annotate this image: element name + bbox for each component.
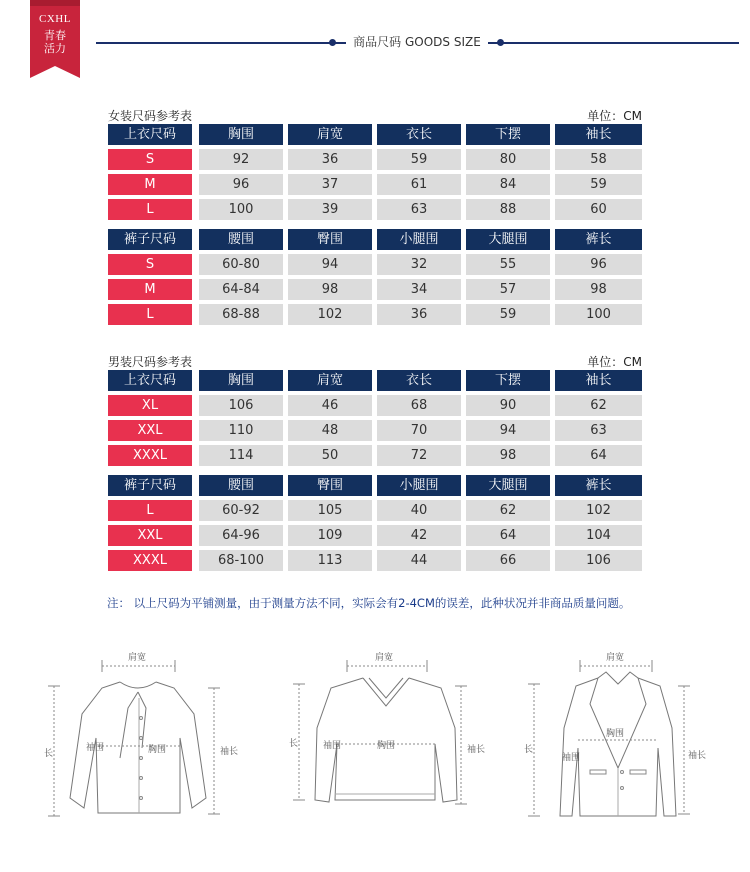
brand-name: CXHL [39,13,71,25]
value-cell: 110 [199,420,283,441]
header-dot-left [329,39,336,46]
value-cell: 94 [466,420,550,441]
value-cell: 98 [288,279,372,300]
value-cell: 70 [377,420,461,441]
table-header-cell: 衣长 [377,370,461,391]
value-cell: 66 [466,550,550,571]
value-cell: 92 [199,149,283,170]
table-header-cell: 裤子尺码 [108,229,192,250]
value-cell: 64 [555,445,642,466]
value-cell: 61 [377,174,461,195]
size-cell: L [108,304,192,325]
table-header-cell: 大腿围 [466,229,550,250]
value-cell: 58 [555,149,642,170]
table-header-cell: 袖长 [555,370,642,391]
sweater-length-label: 长 [289,739,299,749]
table-header-cell: 裤长 [555,229,642,250]
table-row [108,174,642,195]
value-cell: 36 [288,149,372,170]
value-cell: 46 [288,395,372,416]
size-cell: S [108,254,192,275]
table-row [108,149,642,170]
sweater-shoulder-label: 肩宽 [375,653,394,663]
value-cell: 114 [199,445,283,466]
table-header-row [108,124,642,145]
value-cell: 39 [288,199,372,220]
value-cell: 62 [555,395,642,416]
size-cell: L [108,199,192,220]
value-cell: 60 [555,199,642,220]
table-header-cell: 上衣尺码 [108,124,192,145]
size-cell: XXL [108,525,192,546]
size-cell: XXL [108,420,192,441]
sweater-diagram [285,648,495,828]
value-cell: 48 [288,420,372,441]
blazer-shoulder-label: 肩宽 [606,653,625,663]
table-row [108,500,642,521]
table-row [108,420,642,441]
value-cell: 102 [288,304,372,325]
blouse-armhole-label: 袖围 [86,743,105,753]
value-cell: 113 [288,550,372,571]
value-cell: 62 [466,500,550,521]
value-cell: 55 [466,254,550,275]
value-cell: 106 [555,550,642,571]
sweater-sleeve-label: 袖长 [467,745,486,755]
value-cell: 64-84 [199,279,283,300]
women-section-title: 女装尺码参考表 [108,109,193,123]
size-cell: XXXL [108,550,192,571]
table-row [108,254,642,275]
value-cell: 100 [555,304,642,325]
value-cell: 98 [555,279,642,300]
table-header-cell: 上衣尺码 [108,370,192,391]
table-row [108,445,642,466]
table-header-cell: 裤长 [555,475,642,496]
value-cell: 50 [288,445,372,466]
value-cell: 109 [288,525,372,546]
table-header-cell: 臀围 [288,229,372,250]
table-header-cell: 胸围 [199,370,283,391]
table-header-cell: 肩宽 [288,124,372,145]
value-cell: 88 [466,199,550,220]
value-cell: 100 [199,199,283,220]
value-cell: 102 [555,500,642,521]
table-header-cell: 小腿围 [377,475,461,496]
table-header-cell: 肩宽 [288,370,372,391]
table-header-cell: 下摆 [466,370,550,391]
value-cell: 37 [288,174,372,195]
blouse-shoulder-label: 肩宽 [128,653,147,663]
sweater-chest-label: 胸围 [377,741,396,751]
size-cell: M [108,279,192,300]
header-dot-right [497,39,504,46]
value-cell: 72 [377,445,461,466]
table-row [108,525,642,546]
value-cell: 32 [377,254,461,275]
value-cell: 68-88 [199,304,283,325]
value-cell: 84 [466,174,550,195]
table-header-cell: 臀围 [288,475,372,496]
value-cell: 57 [466,279,550,300]
table-header-cell: 大腿围 [466,475,550,496]
blouse-sleeve-label: 袖长 [220,747,239,757]
table-row [108,304,642,325]
header-title: 商品尺码 GOODS SIZE [346,33,488,51]
value-cell: 63 [555,420,642,441]
size-cell: L [108,500,192,521]
size-cell: S [108,149,192,170]
value-cell: 59 [377,149,461,170]
value-cell: 59 [466,304,550,325]
blouse-chest-label: 胸围 [148,745,167,755]
value-cell: 105 [288,500,372,521]
table-row [108,279,642,300]
table-header-cell: 腰围 [199,475,283,496]
value-cell: 106 [199,395,283,416]
value-cell: 90 [466,395,550,416]
value-cell: 96 [199,174,283,195]
brand-badge [30,0,80,78]
blazer-diagram [520,648,730,828]
blouse-diagram [40,648,250,828]
table-row [108,395,642,416]
table-row [108,199,642,220]
table-header-cell: 裤子尺码 [108,475,192,496]
value-cell: 64-96 [199,525,283,546]
value-cell: 63 [377,199,461,220]
table-header-cell: 袖长 [555,124,642,145]
value-cell: 64 [466,525,550,546]
brand-slogan [30,29,80,55]
table-header-cell: 胸围 [199,124,283,145]
blazer-armhole-label: 袖围 [562,753,581,763]
value-cell: 68-100 [199,550,283,571]
size-cell: M [108,174,192,195]
size-cell: XXXL [108,445,192,466]
value-cell: 40 [377,500,461,521]
value-cell: 94 [288,254,372,275]
table-header-cell: 小腿围 [377,229,461,250]
men-unit: 单位：CM [587,355,642,369]
table-header-cell: 下摆 [466,124,550,145]
value-cell: 80 [466,149,550,170]
value-cell: 59 [555,174,642,195]
value-cell: 36 [377,304,461,325]
value-cell: 68 [377,395,461,416]
table-header-row [108,370,642,391]
value-cell: 98 [466,445,550,466]
table-header-row [108,475,642,496]
table-header-cell: 衣长 [377,124,461,145]
table-header-row [108,229,642,250]
blazer-sleeve-label: 袖长 [688,751,707,761]
value-cell: 104 [555,525,642,546]
value-cell: 42 [377,525,461,546]
value-cell: 96 [555,254,642,275]
measurement-note: 注： 以上尺码为平铺测量，由于测量方法不同，实际会有2-4CM的误差，此种状况并非商品质量问题。 [107,596,631,610]
women-unit: 单位：CM [587,109,642,123]
blouse-length-label: 长 [44,749,54,759]
slogan-line-2: 活力 [44,42,66,55]
size-cell: XL [108,395,192,416]
sweater-armhole-label: 袖围 [323,741,342,751]
value-cell: 60-92 [199,500,283,521]
table-row [108,550,642,571]
slogan-line-1: 青春 [44,29,66,42]
table-header-cell: 腰围 [199,229,283,250]
blazer-chest-label: 胸围 [606,729,625,739]
value-cell: 44 [377,550,461,571]
men-section-title: 男装尺码参考表 [108,355,193,369]
value-cell: 60-80 [199,254,283,275]
blazer-length-label: 长 [524,745,534,755]
value-cell: 34 [377,279,461,300]
